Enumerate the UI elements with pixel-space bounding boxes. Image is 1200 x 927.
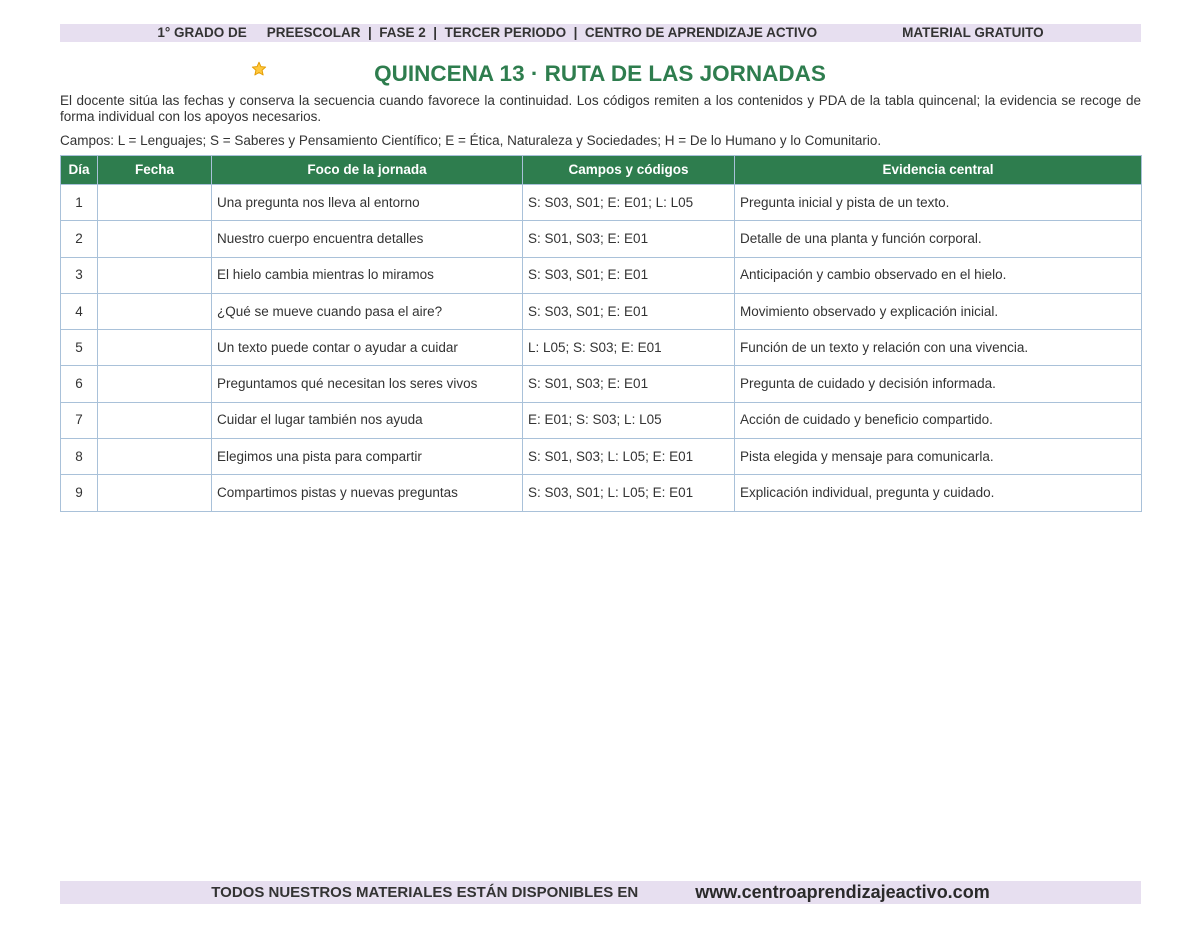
header-foco: Foco de la jornada <box>212 156 523 185</box>
cell-fecha <box>98 366 212 402</box>
cell-evidencia: Anticipación y cambio observado en el hielo. <box>735 257 1142 293</box>
cell-campos: L: L05; S: S03; E: E01 <box>523 330 735 366</box>
cell-foco: ¿Qué se mueve cuando pasa el aire? <box>212 293 523 329</box>
cell-campos: S: S01, S03; L: L05; E: E01 <box>523 439 735 475</box>
cell-evidencia: Detalle de una planta y función corporal. <box>735 221 1142 257</box>
cell-fecha <box>98 257 212 293</box>
cell-fecha <box>98 402 212 438</box>
star-icon <box>251 25 267 41</box>
cell-dia: 6 <box>61 366 98 402</box>
cell-foco: Nuestro cuerpo encuentra detalles <box>212 221 523 257</box>
header-row <box>61 156 1142 185</box>
cell-foco: Una pregunta nos lleva al entorno <box>212 185 523 221</box>
table-row <box>61 330 1142 366</box>
cell-fecha <box>98 439 212 475</box>
cell-fecha <box>98 293 212 329</box>
cell-dia: 7 <box>61 402 98 438</box>
cell-foco: Preguntamos qué necesitan los seres vivos <box>212 366 523 402</box>
table-row <box>61 439 1142 475</box>
cell-fecha <box>98 330 212 366</box>
cell-evidencia: Explicación individual, pregunta y cuidado. <box>735 475 1142 511</box>
free-material-label: MATERIAL GRATUITO <box>902 25 1044 40</box>
header-campos: Campos y códigos <box>523 156 735 185</box>
cell-campos: S: S01, S03; E: E01 <box>523 221 735 257</box>
table-row <box>61 475 1142 511</box>
cell-evidencia: Pista elegida y mensaje para comunicarla. <box>735 439 1142 475</box>
table-row <box>61 257 1142 293</box>
campos-legend: Campos: L = Lenguajes; S = Saberes y Pensamiento Científico; E = Ética, Naturaleza y Sociedades; H = De lo Humano y lo Comunitario. <box>60 133 882 148</box>
cell-dia: 8 <box>61 439 98 475</box>
cell-campos: S: S03, S01; E: E01; L: L05 <box>523 185 735 221</box>
cell-foco: Compartimos pistas y nuevas preguntas <box>212 475 523 511</box>
table-row <box>61 293 1142 329</box>
page-title: QUINCENA 13 · RUTA DE LAS JORNADAS <box>374 61 826 86</box>
program-info: PREESCOLAR | FASE 2 | TERCER PERIODO | CENTRO DE APRENDIZAJE ACTIVO <box>266 25 818 40</box>
header-dia: Día <box>61 156 98 185</box>
route-table-header <box>61 156 1142 185</box>
table-row <box>61 366 1142 402</box>
table-row <box>61 185 1142 221</box>
cell-fecha <box>98 185 212 221</box>
cell-evidencia: Acción de cuidado y beneficio compartido. <box>735 402 1142 438</box>
header-banner <box>60 24 1141 42</box>
program-line <box>157 24 817 42</box>
cell-campos: S: S01, S03; E: E01 <box>523 366 735 402</box>
cell-foco: Cuidar el lugar también nos ayuda <box>212 402 523 438</box>
cell-evidencia: Movimiento observado y explicación inicial. <box>735 293 1142 329</box>
cell-dia: 3 <box>61 257 98 293</box>
cell-dia: 1 <box>61 185 98 221</box>
cell-evidencia: Función de un texto y relación con una vivencia. <box>735 330 1142 366</box>
cell-campos: S: S03, S01; E: E01 <box>523 293 735 329</box>
website-link[interactable]: www.centroaprendizajeactivo.com <box>695 882 990 902</box>
header-fecha: Fecha <box>98 156 212 185</box>
footer-banner <box>60 881 1141 904</box>
cell-fecha <box>98 221 212 257</box>
cell-foco: Un texto puede contar o ayudar a cuidar <box>212 330 523 366</box>
footer-text: TODOS NUESTROS MATERIALES ESTÁN DISPONIBLES EN <box>211 884 639 901</box>
route-table-body <box>61 185 1142 512</box>
cell-campos: S: S03, S01; L: L05; E: E01 <box>523 475 735 511</box>
cell-fecha <box>98 475 212 511</box>
grade-label: 1° GRADO DE <box>157 25 247 40</box>
cell-dia: 4 <box>61 293 98 329</box>
cell-evidencia: Pregunta de cuidado y decisión informada. <box>735 366 1142 402</box>
cell-campos: E: E01; S: S03; L: L05 <box>523 402 735 438</box>
table-row <box>61 402 1142 438</box>
header-evidencia: Evidencia central <box>735 156 1142 185</box>
cell-dia: 5 <box>61 330 98 366</box>
cell-foco: Elegimos una pista para compartir <box>212 439 523 475</box>
intro-paragraph: El docente sitúa las fechas y conserva la secuencia cuando favorece la continuidad. Los códigos remiten a los contenidos y PDA de la tabla quincenal; la evidencia se recoge de forma individual con los apoyos necesarios. <box>60 93 1141 124</box>
cell-campos: S: S03, S01; E: E01 <box>523 257 735 293</box>
cell-evidencia: Pregunta inicial y pista de un texto. <box>735 185 1142 221</box>
table-row <box>61 221 1142 257</box>
route-table <box>60 155 1142 512</box>
cell-dia: 9 <box>61 475 98 511</box>
cell-dia: 2 <box>61 221 98 257</box>
cell-foco: El hielo cambia mientras lo miramos <box>212 257 523 293</box>
